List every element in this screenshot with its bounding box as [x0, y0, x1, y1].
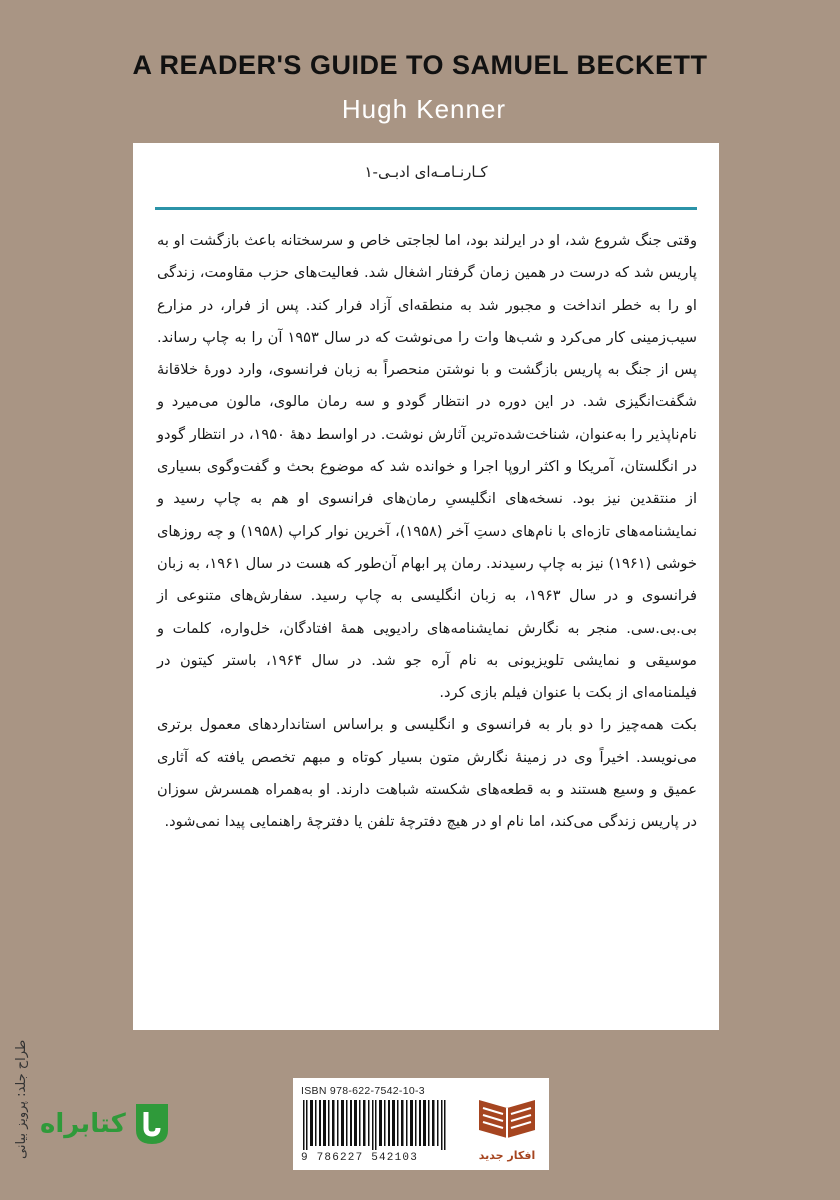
publisher-book-icon	[465, 1086, 549, 1146]
divider-rule	[155, 207, 697, 210]
barcode-bars	[303, 1100, 463, 1150]
book-author: Hugh Kenner	[341, 94, 507, 124]
ketabrah-logo	[40, 1100, 174, 1148]
blurb-panel	[133, 143, 719, 1030]
ketabrah-wordmark: کتابراه	[40, 1109, 126, 1139]
publisher-name: افکار جدید	[478, 1149, 536, 1162]
cover-designer-credit: طراح جلد: پرویز بیانی	[14, 1040, 29, 1160]
blurb-text	[157, 225, 697, 839]
blurb-paragraph-1: وقتی جنگ شروع شد، او در ایرلند بود، اما لجاجتی خاص و سرسختانه باعث بازگشت او به پاریس شد که درست در همین زمان گرفتار اشغال شد. فعالیت‌های حزب مقاومت، زندگی او را به خطر انداخت و مجبور شد به منطقه‌ای آزاد فرار کند. پس از فرار، در مزارع سیب‌زمینی کار می‌کرد و شب‌ها وات را می‌نوشت که در سال ۱۹۵۳ آن را به چاپ رساند. پس از جنگ به پاریس بازگشت و با نوشتن منحصراً به زبان فرانسوی، وارد دورهٔ خلاقانهٔ شگفت‌انگیزی شد. در این دوره در انتظار گودو و سه رمان مالوی، مالون می‌میرد و نام‌ناپذیر را به‌عنوان، شناخت‌شده‌ترین آثارش نوشت. در اواسط دههٔ ۱۹۵۰، در انتظار گودو در انگلستان، آمریکا و اکثر اروپا اجرا و خوانده شد که موضوع بحث و گفت‌وگوی بسیاری از منتقدین نیز بود. نسخه‌های انگلیسیِ رمان‌های فرانسوی او هم به چاپ رسید و نمایشنامه‌های تازه‌ای با نام‌های دستِ آخر (۱۹۵۸)، آخرین نوار کراپ (۱۹۵۸) و چه روزهای خوشی (۱۹۶۱) نیز به چاپ رسیدند. رمان پر ابهام آن‌طور که هست در سال ۱۹۶۱، به زبان فرانسوی و در سال ۱۹۶۳، به زبان انگلیسی به چاپ رسید. سفارش‌های متنوعی از بی.بی.سی. منجر به نگارش نمایشنامه‌های رادیویی همهٔ افتادگان، خل‌واره، کلمات و موسیقی و نمایشی تلویزیونی به نام آره جو شد. در سال ۱۹۶۴، باستر کیتون در فیلمنامه‌ای از بکت با عنوان فیلم بازی کرد.	[157, 232, 698, 702]
ketabrah-leaf-icon	[130, 1100, 174, 1148]
publisher-logo	[465, 1078, 549, 1170]
book-title: A READER'S GUIDE TO SAMUEL BECKETT	[132, 50, 708, 80]
series-label: کـارنـامـه‌ای ادبـی-۱	[364, 163, 488, 181]
barcode-digits: 9 786227 542103	[301, 1152, 419, 1164]
blurb-paragraph-2: بکت همه‌چیز را دو بار به فرانسوی و انگلیسی و براساس استانداردهای معمول برتری می‌نویسد. اخیراً وی در زمینهٔ نگارش متون بسیار کوتاه و مبهم تخصص یافته که آثاری عمیق و وسیع هستند و به قطعه‌های شکسته شباهت دارند. او به‌همراه همسرش سوزان در پاریس زندگی می‌کند، اما نام او در هیچ دفترچهٔ تلفن یا دفترچهٔ راهنمایی پیدا نمی‌شود.	[157, 716, 697, 831]
isbn-label: ISBN 978-622-7542-10-3	[301, 1085, 425, 1097]
